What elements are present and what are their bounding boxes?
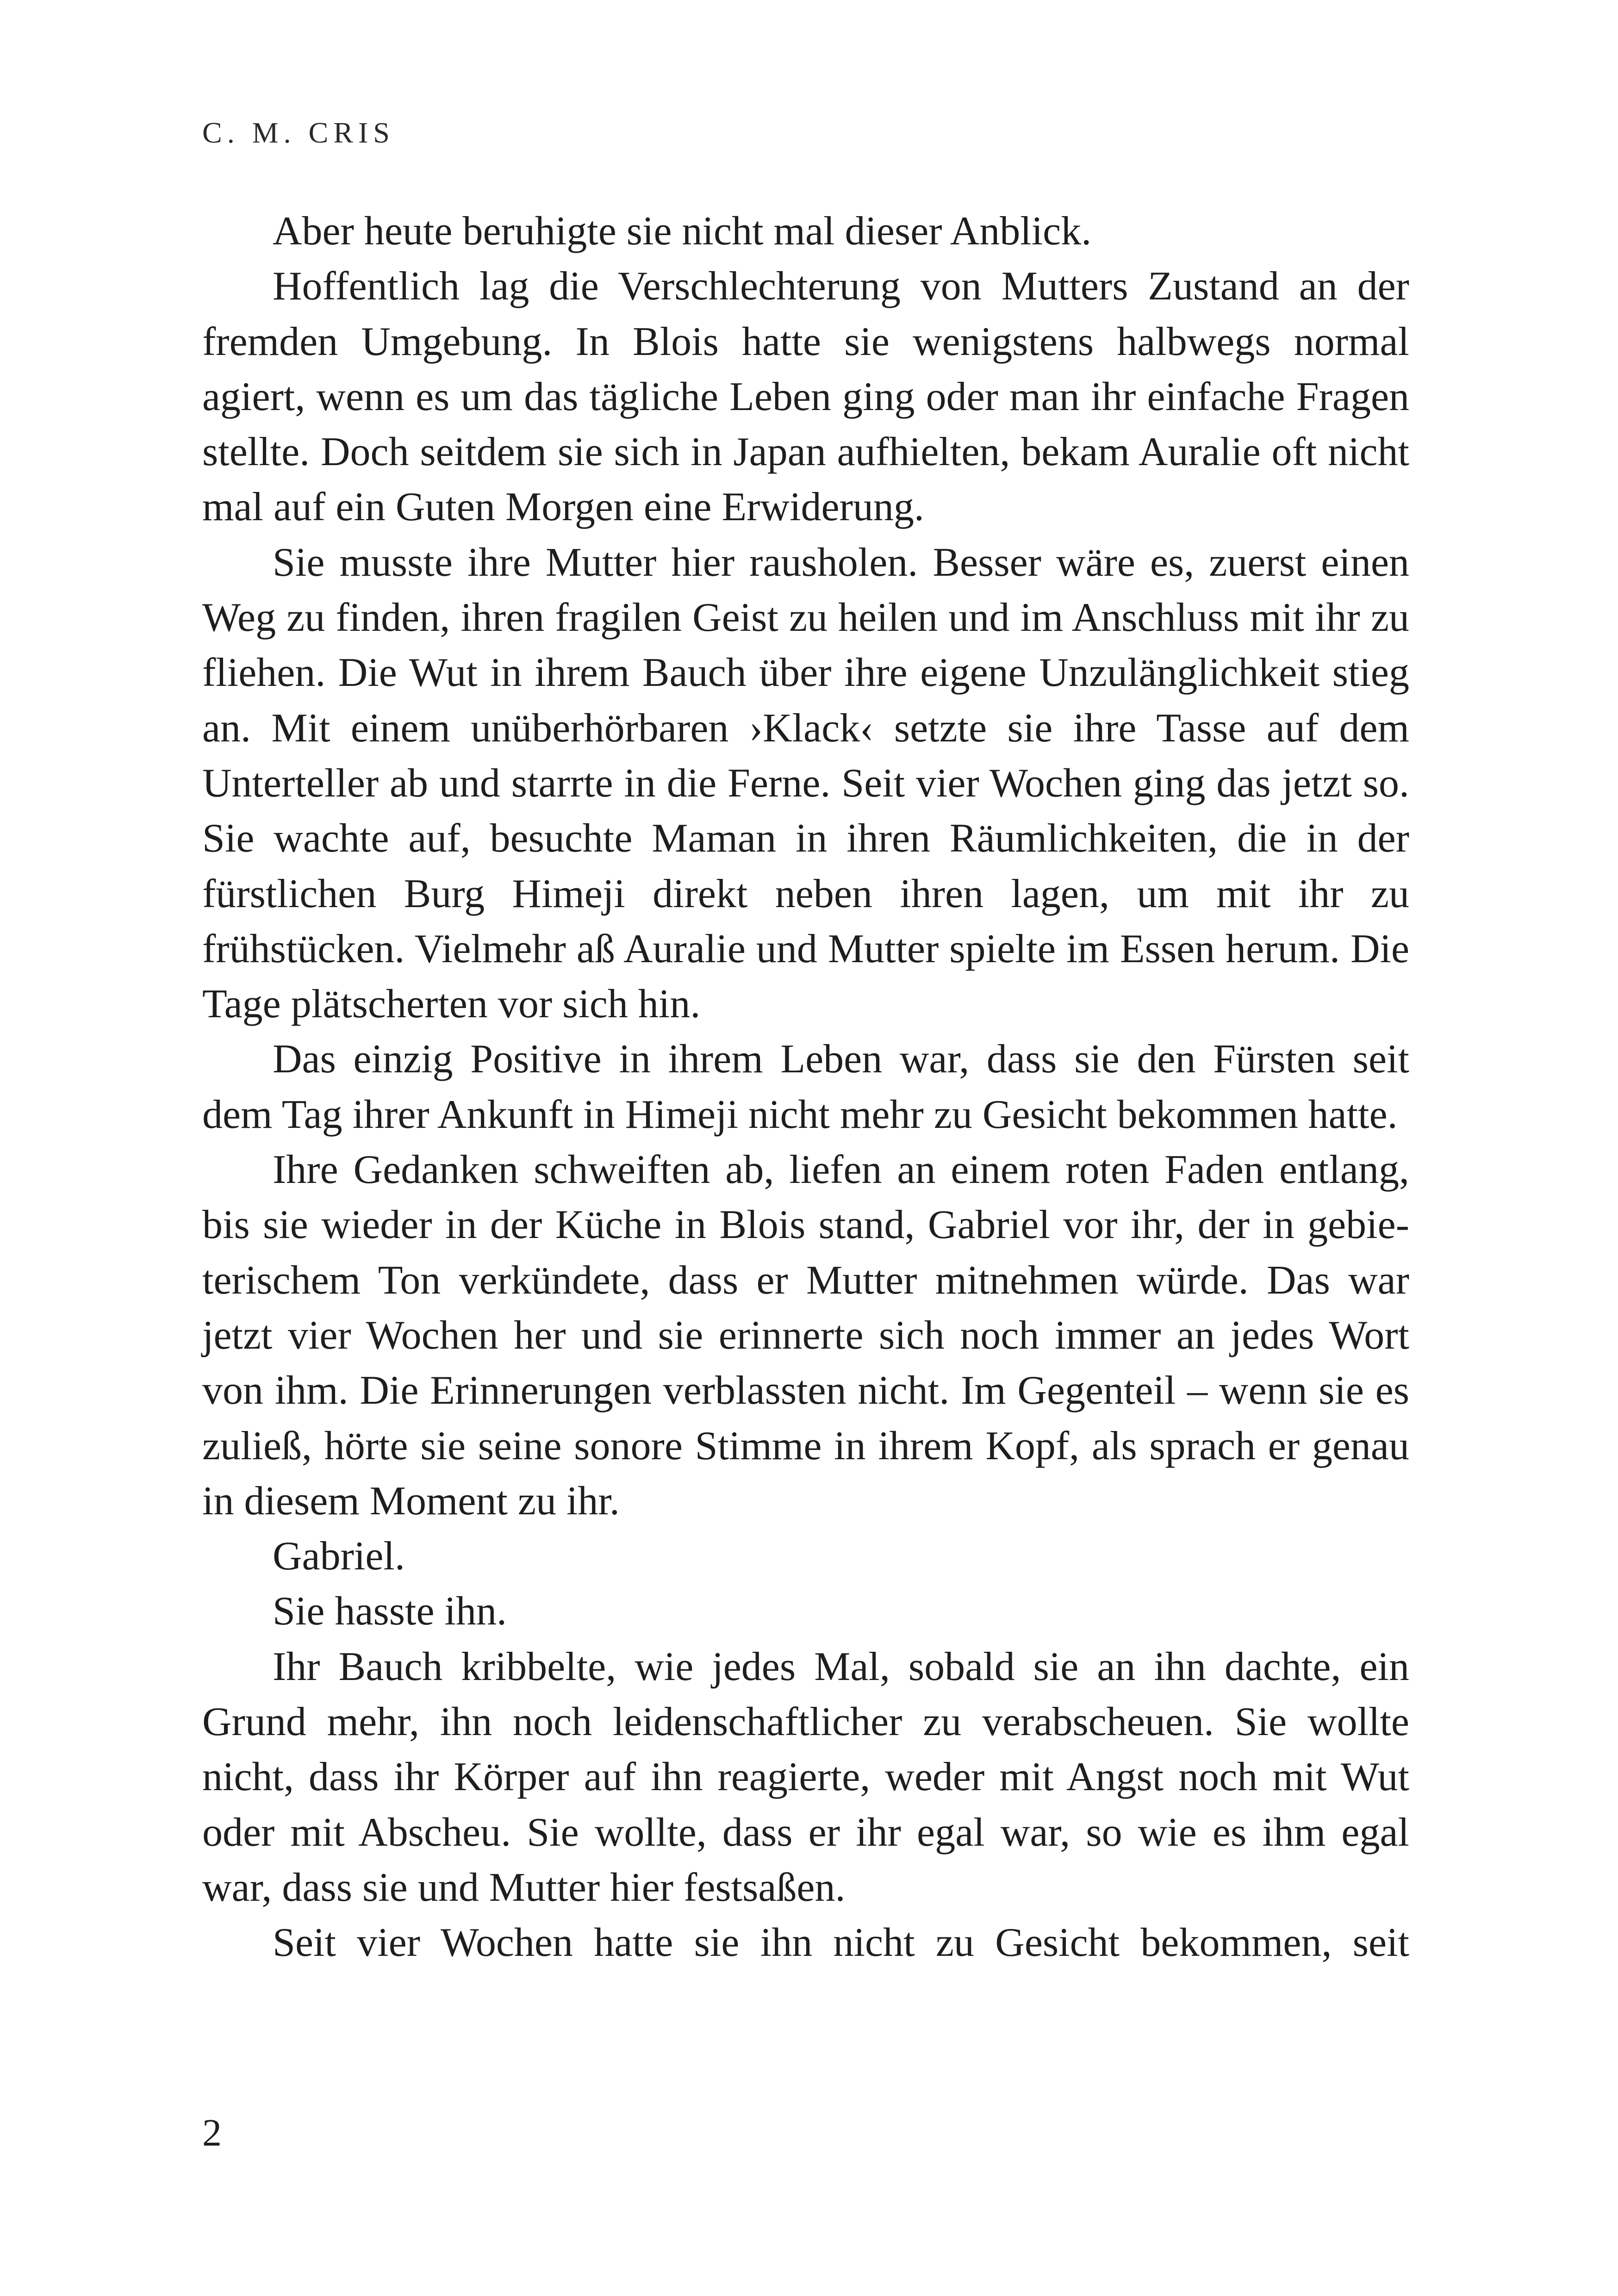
body-text	[202, 204, 1409, 1971]
paragraph: Ihr Bauch kribbelte, wie jedes Mal, sobald sie an ihn dachte, ein Grund mehr, ihn noch leidenschaftlicher zu verabscheuen. Sie wollte nicht, dass ihr Körper auf ihn reagierte, weder mit Angst noch mit Wut oder mit Abscheu. Sie wollte, dass er ihr egal war, so wie es ihm egal war, dass sie und Mutter hier festsaßen.	[202, 1644, 1409, 1910]
paragraph: Aber heute beruhigte sie nicht mal dieser Anblick.	[273, 209, 1092, 254]
paragraph: Hoffentlich lag die Verschlechterung von Mutters Zustand an der fremden Umgebung. In Blois hatte sie wenigstens halbwegs normal agiert, wenn es um das tägliche Leben ging oder man ihr einfache Fragen stellte. Doch seitdem sie sich in Japan aufhielten, bekam Auralie oft nicht mal auf ein Guten Morgen eine Erwiderung.	[202, 264, 1409, 530]
running-header-author: C. M. CRIS	[202, 116, 395, 149]
paragraph-continued: Seit vier Wochen hatte sie ihn nicht zu Gesicht bekommen, seit	[273, 1920, 1409, 1966]
paragraph: Ihre Gedanken schweiften ab, liefen an einem roten Faden entlang, bis sie wieder in der Küche in Blois stand, Gabriel vor ihr, der in gebieterischem Ton verkündete, dass er Mutter mitnehmen würde. Das war jetzt vier Wochen her und sie erinnerte sich noch immer an jedes Wort von ihm. Die Erinnerungen verblassten nicht. Im Gegenteil – wenn sie es zuließ, hörte sie seine sonore Stimme in ihrem Kopf, als sprach er genau in diesem Moment zu ihr.	[202, 1147, 1409, 1524]
paragraph: Sie hasste ihn.	[273, 1589, 507, 1634]
paragraph: Sie musste ihre Mutter hier rausholen. Besser wäre es, zuerst einen Weg zu finden, ihren fragilen Geist zu heilen und im Anschluss mit ihr zu fliehen. Die Wut in ihrem Bauch über ihre eigene Unzulänglichkeit stieg an. Mit einem unüberhörbaren ›Klack‹ setzte sie ihre Tasse auf dem Unterteller ab und starrte in die Ferne. Seit vier Wochen ging das jetzt so. Sie wachte auf, besuchte Maman in ihren Räumlichkeiten, die in der fürstlichen Burg Himeji direkt neben ihren lagen, um mit ihr zu frühstücken. Vielmehr aß Auralie und Mutter spielte im Essen herum. Die Tage plätscherten vor sich hin.	[202, 540, 1409, 1027]
paragraph: Gabriel.	[273, 1534, 405, 1579]
paragraph: Das einzig Positive in ihrem Leben war, dass sie den Fürsten seit dem Tag ihrer Ankunft in Himeji nicht mehr zu Gesicht bekommen hatte.	[202, 1037, 1409, 1137]
page-number: 2	[202, 2111, 222, 2154]
